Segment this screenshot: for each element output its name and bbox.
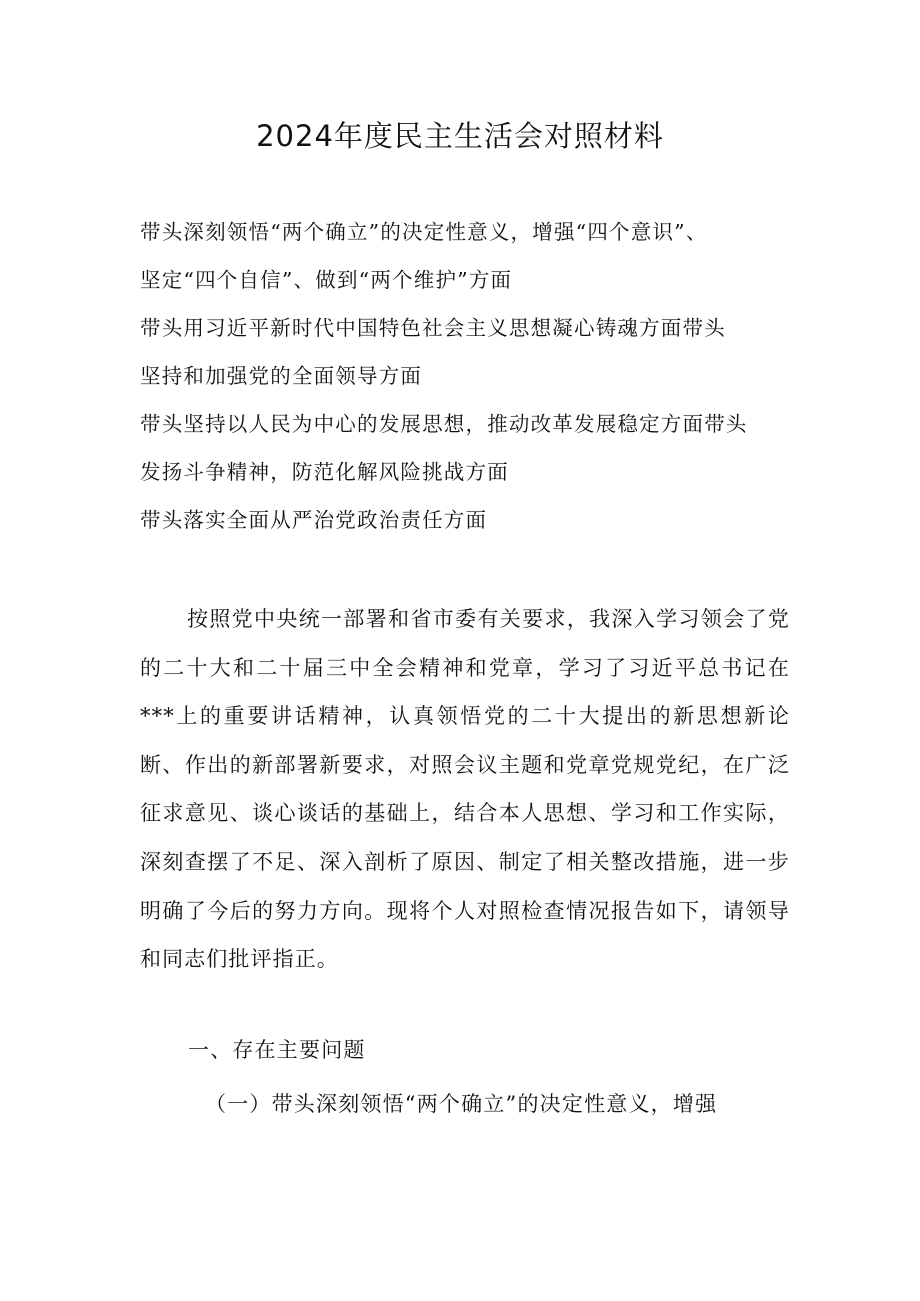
intro-paragraph: 按照党中央统一部署和省市委有关要求，我深入学习领会了党的二十大和二十届三中全会精神和党章，学习了习近平总书记在***上的重要讲话精神，认真领悟党的二十大提出的新思想新论断、作出的新部署新要求，对照会议主题和党章党规党纪，在广泛征求意见、谈心谈话的基础上，结合本人思想、学习和工作实际，深刻查摆了不足、深入剖析了原因、制定了相关整改措施，进一步明确了今后的努力方向。现将个人对照检查情况报告如下，请领导和同志们批评指正。 — [140, 607, 790, 972]
outline-line: 带头用习近平新时代中国特色社会主义思想凝心铸魂方面带头 — [140, 316, 726, 340]
outline-line: 带头深刻领悟“两个确立”的决定性意义，增强“四个意识”、 — [140, 220, 708, 244]
outline-line: 坚持和加强党的全面领导方面 — [140, 364, 423, 388]
subsection-heading: （一）带头深刻领悟“两个确立”的决定性意义，增强 — [205, 1092, 718, 1116]
outline-line: 发扬斗争精神，防范化解风险挑战方面 — [140, 460, 509, 484]
outline-line: 带头落实全面从严治党政治责任方面 — [140, 508, 488, 532]
section-heading: 一、存在主要问题 — [188, 1038, 366, 1062]
topic-outline — [140, 208, 800, 544]
document-title: 2024年度民主生活会对照材料 — [256, 119, 664, 153]
outline-line: 坚定“四个自信”、做到“两个维护”方面 — [140, 268, 513, 292]
outline-line: 带头坚持以人民为中心的发展思想，推动改革发展稳定方面带头 — [140, 412, 748, 436]
